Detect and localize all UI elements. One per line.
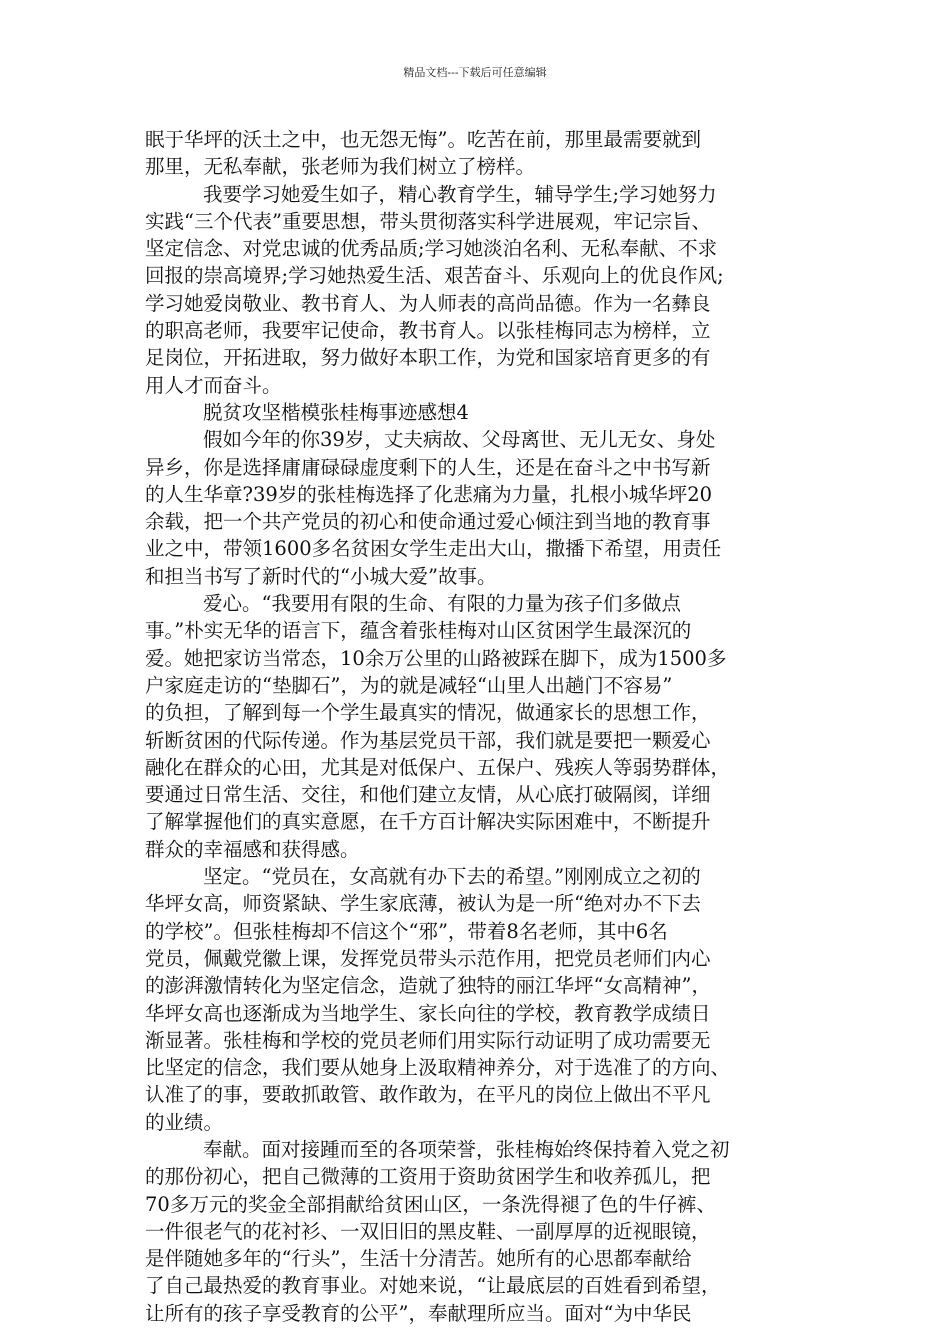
text-line: 户家庭走访的“垫脚石”，为的就是减轻“山里人出趟门不容易” <box>145 673 673 697</box>
text-line: 70多万元的奖金全部捐献给贫困山区，一条洗得褪了色的牛仔裤、 <box>145 1192 716 1216</box>
text-line: 眠于华坪的沃土之中，也无怨无悔”。吃苦在前，那里最需要就到 <box>145 128 701 151</box>
text-line: 融化在群众的心田，尤其是对低保户、五保户、残疾人等弱势群体， <box>145 755 731 779</box>
text-line: 事。”朴实无华的语言下，蕴含着张桂梅对山区贫困学生最深沉的 <box>145 619 692 643</box>
text-line: 的人生华章?39岁的张桂梅选择了化悲痛为力量，扎根小城华坪20 <box>145 482 713 506</box>
paragraph <box>145 1136 810 1327</box>
text-line: 足岗位，开拓进取，努力做好本职工作，为党和国家培育更多的有 <box>145 346 711 370</box>
text-line: 坚定信念、对党忠诚的优秀品质;学习她淡泊名利、无私奉献、不求 <box>145 237 718 261</box>
document-body <box>145 126 810 1327</box>
heading-line: 脱贫攻坚楷模张桂梅事迹感想4 <box>203 400 469 424</box>
text-line: 实践“三个代表”重要思想，带头贯彻落实科学进展观，牢记宗旨、 <box>145 209 711 233</box>
section-heading <box>145 399 810 426</box>
text-line: 学习她爱岗敬业、教书育人、为人师表的高尚品德。作为一名彝良 <box>145 291 711 315</box>
text-line: 回报的崇高境界;学习她热爱生活、艰苦奋斗、乐观向上的优良作风; <box>145 264 724 288</box>
text-line: 爱心。“我要用有限的生命、有限的力量为孩子们多做点 <box>203 592 681 616</box>
text-line: 那里，无私奉献，张老师为我们树立了榜样。 <box>145 155 536 179</box>
text-line: 一件很老气的花衬衫、一双旧旧的黑皮鞋、一副厚厚的近视眼镜， <box>145 1219 711 1243</box>
text-line: 坚定。“党员在，女高就有办下去的希望。”刚刚成立之初的 <box>203 865 701 889</box>
header-text: 精品文档---下载后可任意编辑 <box>403 66 547 79</box>
text-line: 要通过日常生活、交往，和他们建立友情，从心底打破隔阂，详细 <box>145 783 711 807</box>
paragraph <box>145 426 810 590</box>
paragraph <box>145 863 810 1136</box>
text-line: 我要学习她爱生如子，精心教育学生，辅导学生;学习她努力 <box>203 182 717 206</box>
text-line: 假如今年的你39岁，丈夫病故、父母离世、无儿无女、身处 <box>203 428 716 452</box>
text-line: 用人才而奋斗。 <box>145 373 282 397</box>
text-line: 奉献。面对接踵而至的各项荣誉，张桂梅始终保持着入党之初 <box>203 1137 730 1161</box>
text-line: 的业绩。 <box>145 1110 224 1134</box>
text-line: 了自己最热爱的教育事业。对她来说，“让最底层的百姓看到希望， <box>145 1274 721 1298</box>
text-line: 了解掌握他们的真实意愿，在千方百计解决实际困难中，不断提升 <box>145 810 711 834</box>
text-line: 异乡，你是选择庸庸碌碌虚度剩下的人生，还是在奋斗之中书写新 <box>145 455 711 479</box>
text-line: 的那份初心，把自己微薄的工资用于资助贫困学生和收养孤儿，把 <box>145 1165 711 1189</box>
text-line: 的澎湃激情转化为坚定信念，造就了独特的丽江华坪“女高精神”， <box>145 974 711 998</box>
text-line: 的职高老师，我要牢记使命，教书育人。以张桂梅同志为榜样，立 <box>145 319 711 343</box>
text-line: 斩断贫困的代际传递。作为基层党员干部，我们就是要把一颗爱心 <box>145 728 711 752</box>
text-line: 渐显著。张桂梅和学校的党员老师们用实际行动证明了成功需要无 <box>145 1028 711 1052</box>
text-line: 群众的幸福感和获得感。 <box>145 837 360 861</box>
text-line: 让所有的孩子享受教育的公平”，奉献理所应当。面对“为中华民 <box>145 1301 692 1325</box>
paragraph-continuation <box>145 126 810 181</box>
text-line: 是伴随她多年的“行头”，生活十分清苦。她所有的心思都奉献给 <box>145 1247 692 1271</box>
text-line: 华坪女高也逐渐成为当地学生、家长向往的学校，教育教学成绩日 <box>145 1001 711 1025</box>
text-line: 认准了的事，要敢抓敢管、敢作敢为，在平凡的岗位上做出不平凡 <box>145 1083 711 1107</box>
text-line: 党员，佩戴党徽上课，发挥党员带头示范作用，把党员老师们内心 <box>145 946 711 970</box>
text-line: 和担当书写了新时代的“小城大爱”故事。 <box>145 564 497 588</box>
text-line: 爱。她把家访当常态，10余万公里的山路被踩在脚下，成为1500多 <box>145 646 727 670</box>
text-line: 业之中，带领1600多名贫困女学生走出大山，撒播下希望，用责任 <box>145 537 722 561</box>
paragraph <box>145 181 810 399</box>
text-line: 华坪女高，师资紧缺、学生家底薄，被认为是一所“绝对办不下去 <box>145 892 701 916</box>
text-line: 比坚定的信念，我们要从她身上汲取精神养分，对于选准了的方向、 <box>145 1056 731 1080</box>
page-header <box>0 66 950 80</box>
paragraph <box>145 590 810 863</box>
text-line: 的学校”。但张桂梅却不信这个“邪”，带着8名老师，其中6名 <box>145 919 668 943</box>
text-line: 的负担，了解到每一个学生最真实的情况，做通家长的思想工作， <box>145 701 711 725</box>
text-line: 余载，把一个共产党员的初心和使命通过爱心倾注到当地的教育事 <box>145 510 711 534</box>
